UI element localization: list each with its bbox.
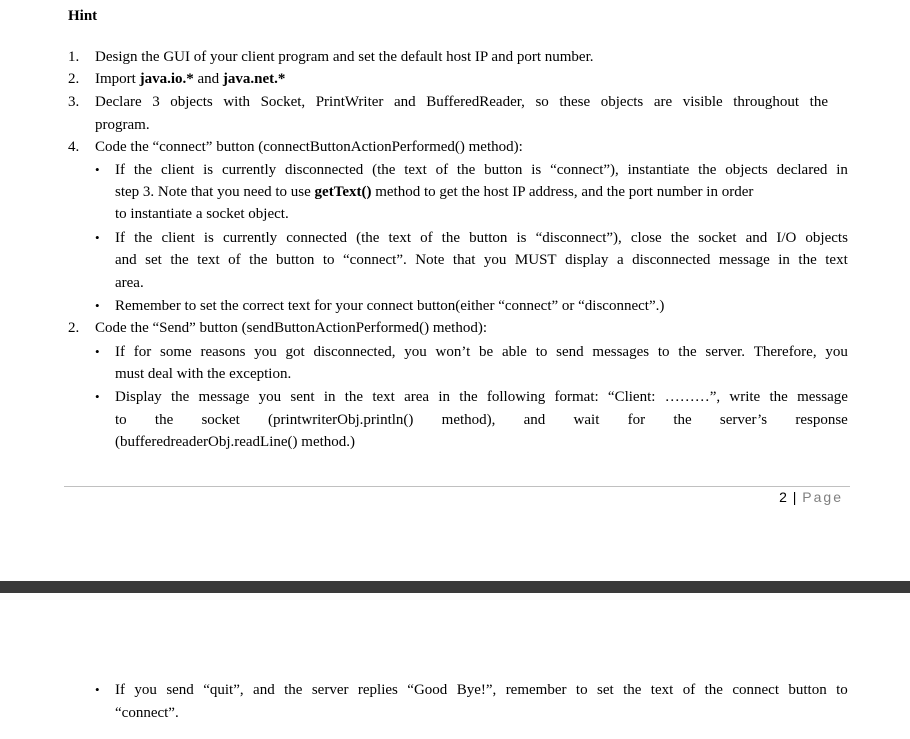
- word: following: [486, 389, 546, 405]
- word: declared: [776, 162, 828, 178]
- word: instantiate: [627, 162, 690, 178]
- word: Therefore,: [753, 344, 817, 360]
- word: sent: [290, 389, 315, 405]
- word: text: [197, 252, 220, 268]
- bullet-icon: •: [95, 344, 100, 359]
- bullet-text-justified: [115, 227, 848, 249]
- word: you: [825, 344, 848, 360]
- word: in: [778, 252, 790, 268]
- word: objects: [805, 230, 848, 246]
- word: and: [393, 94, 416, 110]
- word: be: [479, 344, 494, 360]
- word: button: [469, 230, 508, 246]
- word: currently: [222, 230, 278, 246]
- word: you: [254, 344, 277, 360]
- word: send: [166, 682, 194, 698]
- word: button: [276, 252, 315, 268]
- word: in: [323, 389, 336, 405]
- word: text: [650, 682, 674, 698]
- word: of: [228, 252, 241, 268]
- word: message: [718, 252, 770, 268]
- word: message: [198, 389, 250, 405]
- list-number: 1.: [68, 49, 80, 65]
- word: response: [795, 412, 848, 428]
- word: “connect”),: [550, 162, 619, 178]
- page-number-value: 2: [779, 489, 788, 505]
- word: “disconnect”),: [535, 230, 622, 246]
- word: the: [134, 230, 153, 246]
- word: the: [170, 252, 189, 268]
- word: objects: [600, 94, 644, 110]
- word: of: [682, 682, 696, 698]
- word: some: [160, 344, 192, 360]
- bullet-icon: •: [95, 389, 100, 404]
- page-number-label: Page: [802, 489, 843, 505]
- word: to: [836, 682, 848, 698]
- word: PrintWriter: [315, 94, 384, 110]
- word: method),: [441, 412, 496, 428]
- bullet-icon: •: [95, 298, 100, 313]
- word: (the: [372, 162, 396, 178]
- word: the: [154, 412, 174, 428]
- word: to: [575, 682, 588, 698]
- word: the: [670, 230, 690, 246]
- word: objects: [725, 162, 768, 178]
- word: display: [565, 252, 609, 268]
- word: text: [825, 252, 848, 268]
- word: is: [516, 230, 527, 246]
- word: and: [253, 682, 275, 698]
- word: (printwriterObj.println(): [268, 412, 414, 428]
- word: is: [203, 162, 214, 178]
- word: server: [311, 682, 349, 698]
- word: to: [657, 344, 670, 360]
- word: these: [559, 94, 591, 110]
- word: close: [630, 230, 662, 246]
- word: (the: [356, 230, 380, 246]
- word: disconnected: [284, 162, 364, 178]
- document-page-1: Hint 1. Design the GUI of your client program and set the default host IP and port number. 2. Import java.io.* and java.net.* 3. Declare 3 objects with Socket, PrintWriter and BufferedReader, so these objects are visible throughout the program. 4. Code the “connect” button (connectButtonActionPerformed() method): • If the client is currently disconnected (the text of the button is “connect”), instantiate the objects declared in step 3. Note that you need to use getText() method to get the host IP address, and the port number in order to instantiate a socket object. • If the client is currently connected (the text of the button is “disconnect”), close the socket and I/O objects and set the text of the button to “connect”. Note that you MUST display a disconnected message in the text area. • Remember to set the correct text for your connect button(either “connect” or “disconnect”.) 2. Code the “Send” button (sendButtonActionPerformed() method): • If for some reasons you got disconnected, you won’t be able to send messages to the server. Therefore, you must deal with the exception. • Display the message you sent in the text area in the following format: “Client: ………”, write the message to the socket (printwriterObj.println() method), and wait for the server’s response (bufferedreaderObj.readLine() method.) 2 | Page: [0, 0, 910, 580]
- word: the: [678, 344, 697, 360]
- word: 3: [152, 94, 160, 110]
- list-text: Design the GUI of your client program and set the default host IP and port number.: [95, 49, 594, 65]
- word: the: [623, 682, 642, 698]
- word: the: [698, 162, 717, 178]
- word: “quit”,: [203, 682, 244, 698]
- word: in: [836, 162, 848, 178]
- word: wait: [573, 412, 600, 428]
- word: connected: [286, 230, 348, 246]
- list-number: 4.: [68, 139, 80, 155]
- word: got: [285, 344, 305, 360]
- bullet-text-justified: [115, 679, 848, 701]
- word: “Good: [407, 682, 448, 698]
- word: throughout: [733, 94, 800, 110]
- word: you: [404, 344, 427, 360]
- word: messages: [592, 344, 650, 360]
- word: in: [438, 389, 451, 405]
- list-text: Import java.io.* and java.net.*: [95, 71, 286, 87]
- word: won’t: [435, 344, 471, 360]
- list-text: Code the “connect” button (connectButtonActionPerformed() method):: [95, 139, 523, 155]
- word: the: [456, 162, 476, 178]
- word: for: [133, 344, 152, 360]
- word: you: [483, 252, 507, 268]
- word: If: [115, 682, 125, 698]
- word: text: [404, 162, 427, 178]
- list-number: 2.: [68, 71, 80, 87]
- word: ………”,: [664, 389, 721, 405]
- word: replies: [357, 682, 398, 698]
- bullet-text-justified: [115, 159, 848, 181]
- word: server.: [705, 344, 745, 360]
- section-heading: Hint: [68, 8, 98, 24]
- list-text-justified: [95, 91, 828, 113]
- word: with: [223, 94, 250, 110]
- word: send: [556, 344, 584, 360]
- word: connect: [732, 682, 779, 698]
- bullet-text-justified: [115, 386, 848, 408]
- word: button: [788, 682, 827, 698]
- word: currently: [221, 162, 277, 178]
- word: to: [535, 344, 548, 360]
- word: for: [627, 412, 646, 428]
- word: Declare: [95, 94, 142, 110]
- word: you: [258, 389, 282, 405]
- word: the: [133, 162, 153, 178]
- page-number: [779, 489, 843, 505]
- word: the: [441, 230, 460, 246]
- word: the: [249, 252, 268, 268]
- page-number-separator: |: [792, 489, 798, 505]
- word: the: [284, 682, 303, 698]
- word: button: [484, 162, 523, 178]
- word: and: [745, 230, 768, 246]
- word: so: [535, 94, 549, 110]
- word: is: [531, 162, 542, 178]
- word: to: [322, 252, 335, 268]
- word: If: [115, 344, 125, 360]
- word: to: [115, 412, 127, 428]
- word: the: [798, 252, 817, 268]
- list-text: Code the “Send” button (sendButtonActionPerformed() method):: [95, 320, 487, 336]
- word: message: [797, 389, 848, 405]
- word: Display: [115, 389, 162, 405]
- word: socket: [201, 412, 240, 428]
- word: If: [115, 230, 125, 246]
- word: set: [596, 682, 614, 698]
- word: text: [388, 230, 411, 246]
- word: Bye!”,: [456, 682, 497, 698]
- list-number: 2.: [68, 320, 80, 336]
- word: If: [115, 162, 125, 178]
- word: area: [404, 389, 430, 405]
- word: socket: [698, 230, 737, 246]
- word: “Client:: [607, 389, 656, 405]
- word: the: [344, 389, 364, 405]
- word: write: [729, 389, 761, 405]
- bullet-text-justified: [115, 341, 848, 363]
- word: of: [420, 230, 433, 246]
- word: I/O: [776, 230, 797, 246]
- word: is: [203, 230, 214, 246]
- word: BufferedReader,: [426, 94, 525, 110]
- word: are: [653, 94, 673, 110]
- word: “connect”.: [343, 252, 407, 268]
- word: set: [145, 252, 162, 268]
- word: format:: [554, 389, 599, 405]
- word: objects: [170, 94, 213, 110]
- word: and: [523, 412, 546, 428]
- word: the: [170, 389, 190, 405]
- word: and: [115, 252, 137, 268]
- word: the: [809, 94, 828, 110]
- word: the: [704, 682, 723, 698]
- document-page-2: • If you send “quit”, and the server replies “Good Bye!”, remember to set the text of the connect button to “connect”.: [0, 593, 910, 739]
- word: reasons: [200, 344, 246, 360]
- word: disconnected: [632, 252, 711, 268]
- bullet-text: Remember to set the correct text for your connect button(either “connect” or “disconnect”.): [115, 298, 665, 314]
- word: Note: [415, 252, 445, 268]
- word: text: [372, 389, 395, 405]
- word: that: [452, 252, 476, 268]
- word: remember: [505, 682, 567, 698]
- word: of: [435, 162, 449, 178]
- word: client: [161, 230, 195, 246]
- bullet-icon: •: [95, 682, 100, 697]
- bullet-icon: •: [95, 162, 100, 177]
- footer-divider: [64, 486, 850, 487]
- word: disconnected,: [313, 344, 396, 360]
- word: MUST: [514, 252, 557, 268]
- word: a: [616, 252, 624, 268]
- bullet-icon: •: [95, 230, 100, 245]
- word: server’s: [719, 412, 768, 428]
- word: visible: [682, 94, 723, 110]
- word: Socket,: [260, 94, 306, 110]
- word: able: [501, 344, 527, 360]
- word: client: [160, 162, 195, 178]
- list-number: 3.: [68, 94, 80, 110]
- word: the: [769, 389, 788, 405]
- page-break-bar: [0, 581, 910, 593]
- word: the: [459, 389, 478, 405]
- word: the: [673, 412, 692, 428]
- word: you: [134, 682, 157, 698]
